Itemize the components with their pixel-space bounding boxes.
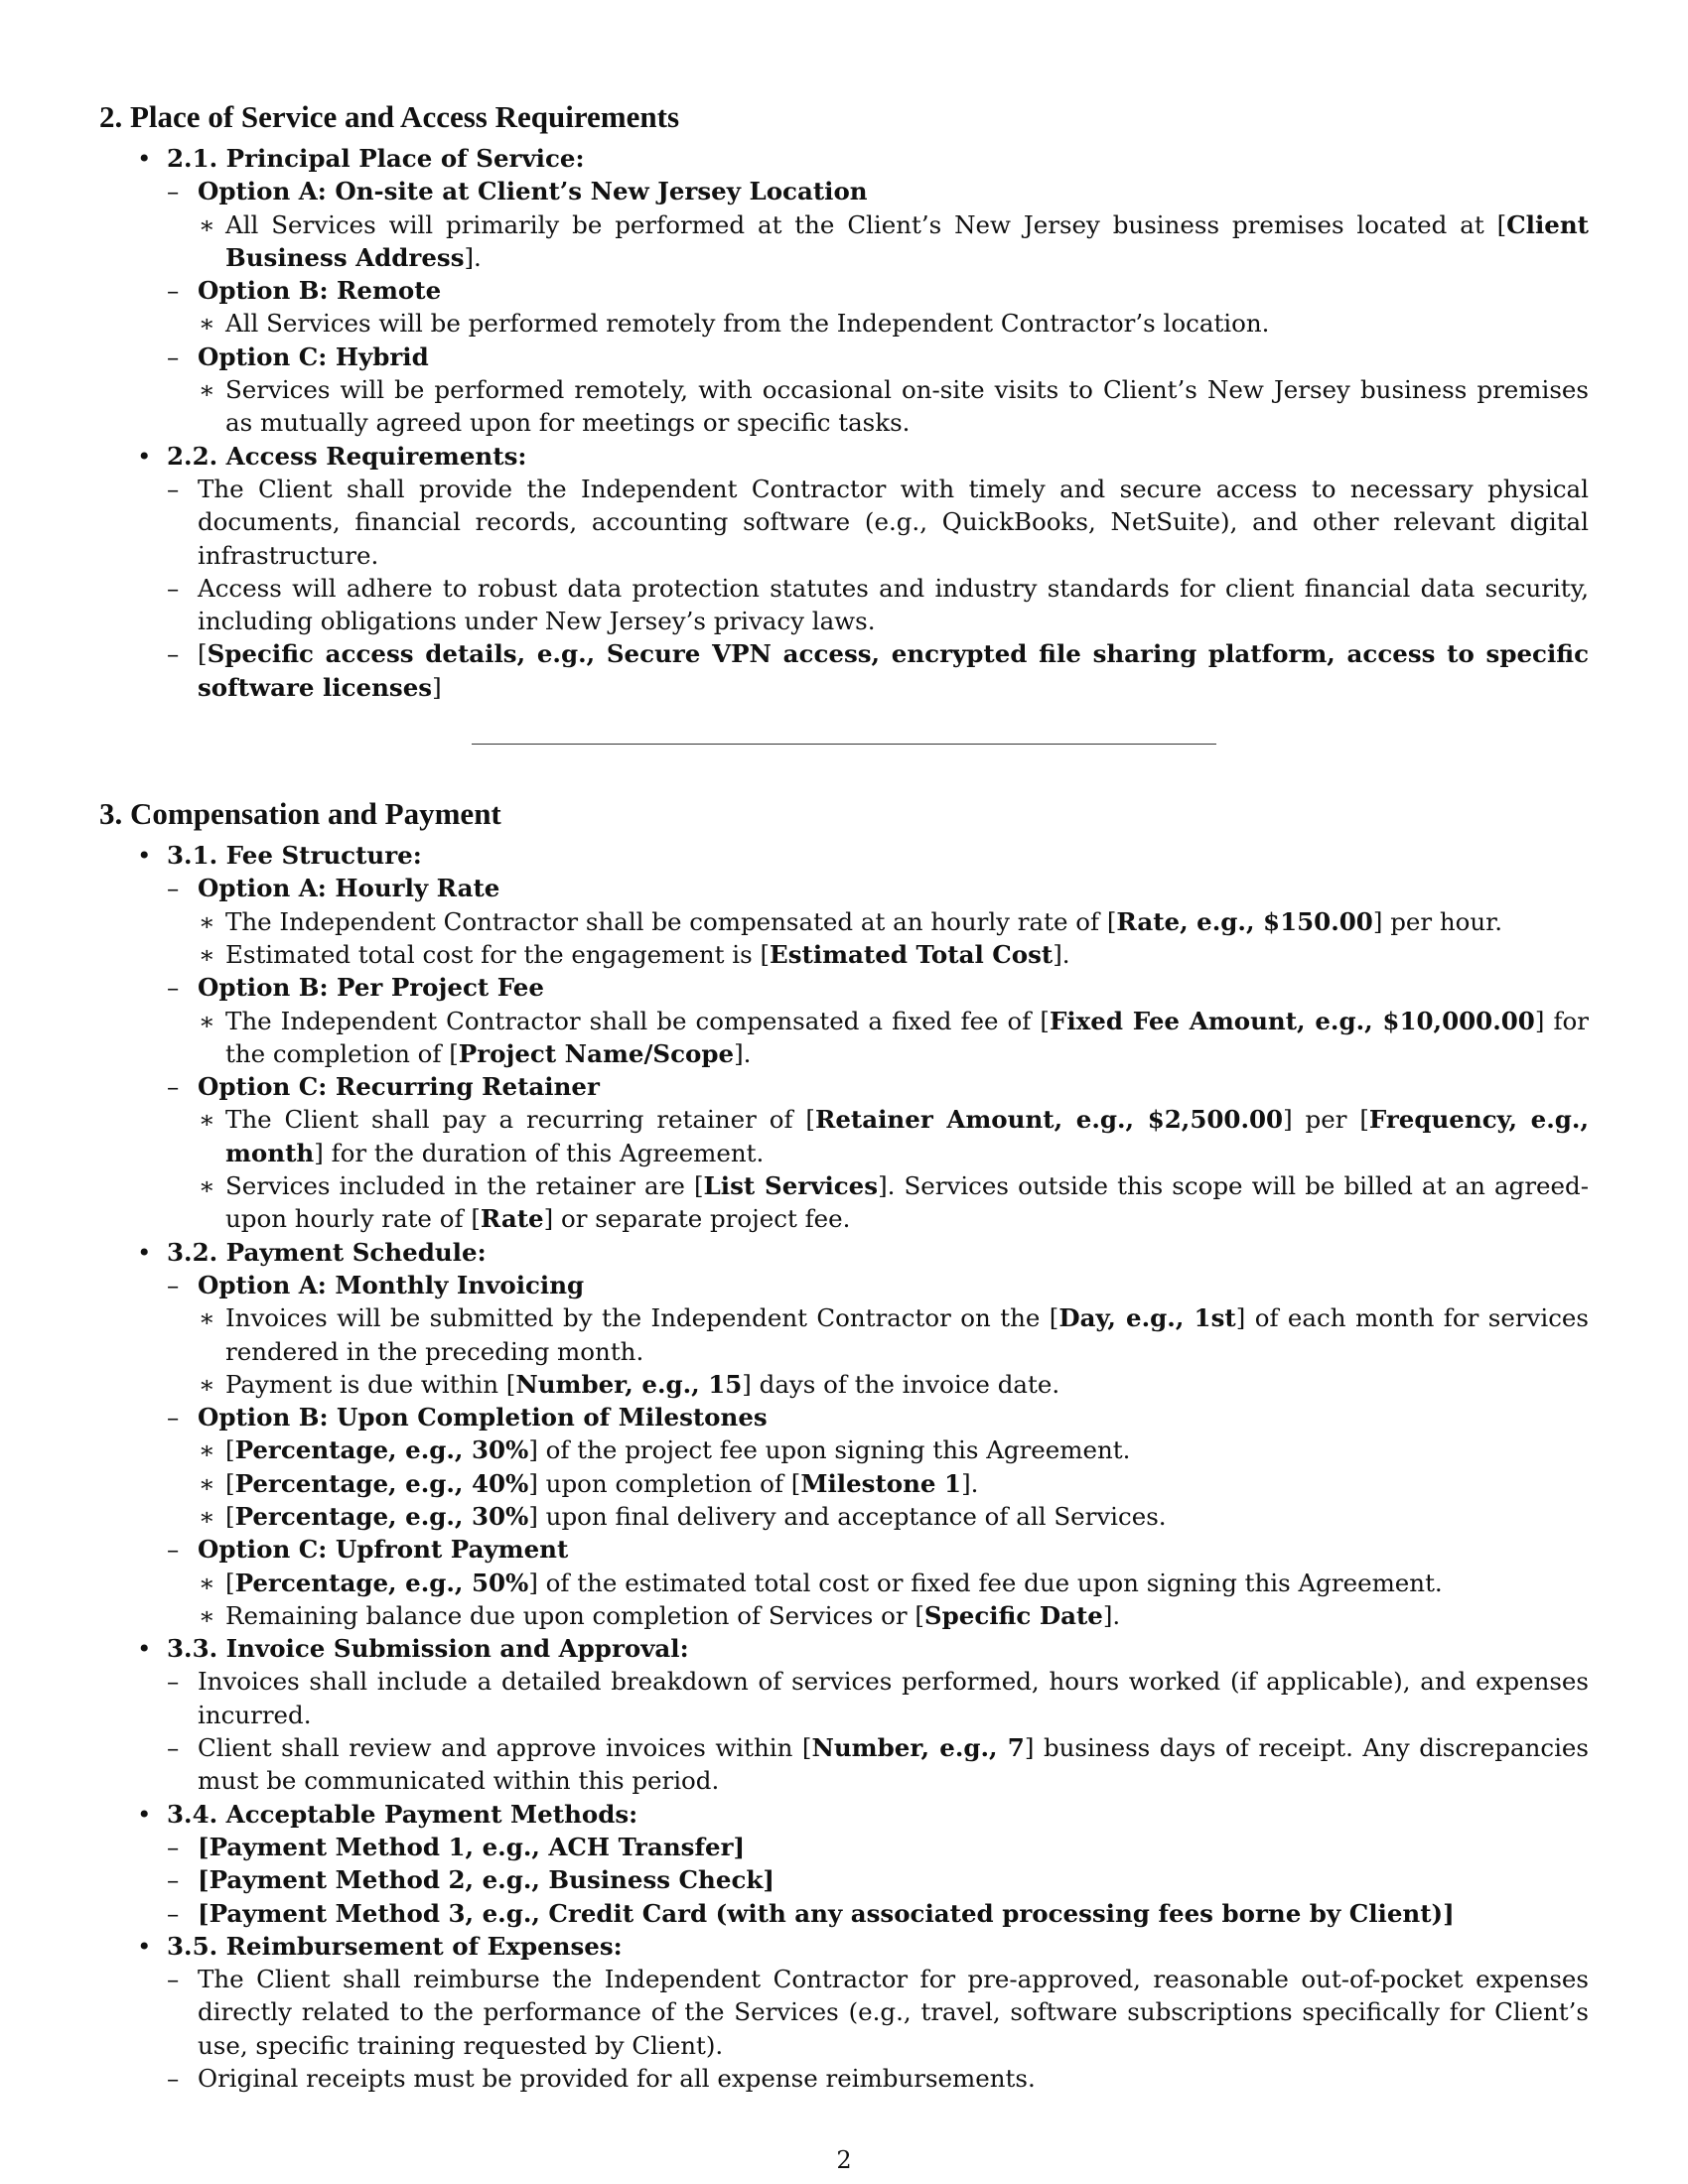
list-item: – [Specific access details, e.g., Secure VPN access, encrypted file sharing platform, access to specific software licenses] bbox=[167, 637, 1589, 704]
item-2-2 bbox=[99, 440, 1589, 704]
section-3-list bbox=[99, 839, 1589, 2095]
section-divider bbox=[472, 744, 1216, 745]
page-number: 2 bbox=[836, 2146, 852, 2174]
list-item: ∗ Payment is due within [Number, e.g., 15] days of the invoice date. bbox=[198, 1368, 1589, 1401]
list-item: ∗ Remaining balance due upon completion of Services or [Specific Date]. bbox=[198, 1599, 1589, 1632]
section-2-list bbox=[99, 142, 1589, 704]
item-2-1-heading: 2.1. Principal Place of Service: bbox=[167, 144, 585, 173]
list-item: ∗ [Percentage, e.g., 30%] of the project fee upon signing this Agreement. bbox=[198, 1433, 1589, 1466]
section-3-title: 3. Compensation and Payment bbox=[99, 796, 501, 832]
option-3-2-b: – Option B: Upon Completion of Milestones ∗ [Percentage, e.g., 30%] of the project fee upon signing this Agreement. ∗ [Percentage, e.g., 40%] upon completion of [Milestone 1]. ∗ [Percentage, e.g., 30%] upon final delivery and acceptance of all Services. bbox=[167, 1401, 1589, 1533]
list-item: ∗ [Percentage, e.g., 30%] upon final delivery and acceptance of all Services. bbox=[198, 1500, 1589, 1533]
list-item: – The Client shall reimburse the Independent Contractor for pre-approved, reasonable out-of-pocket expenses directly related to the performance of the Services (e.g., travel, software subscriptions specifically for Client’s use, specific training requested by Client). bbox=[167, 1963, 1589, 2062]
list-item: ∗ Estimated total cost for the engagement is [Estimated Total Cost]. bbox=[198, 938, 1589, 971]
option-3-1-b: – Option B: Per Project Fee ∗ The Independent Contractor shall be compensated a fixed fee of [Fixed Fee Amount, e.g., $10,000.00] for the completion of [Project Name/Scope]. bbox=[167, 971, 1589, 1070]
item-3-1-heading: 3.1. Fee Structure: bbox=[167, 841, 422, 871]
item-3-3-heading: 3.3. Invoice Submission and Approval: bbox=[167, 1634, 689, 1664]
list-item: ∗ All Services will primarily be performed at the Client’s New Jersey business premises located at [Client Business Address]. bbox=[198, 208, 1589, 275]
section-2 bbox=[99, 92, 1589, 704]
section-3 bbox=[99, 789, 1589, 2095]
list-item: – [Payment Method 3, e.g., Credit Card (with any associated processing fees borne by Client)] bbox=[167, 1897, 1589, 1930]
option-3-2-a: – Option A: Monthly Invoicing ∗ Invoices will be submitted by the Independent Contractor on the [Day, e.g., 1st] of each month for services rendered in the preceding month. ∗ Payment is due within [Number, e.g., 15] days of the invoice date. bbox=[167, 1269, 1589, 1401]
list-item: ∗ Services included in the retainer are [List Services]. Services outside this scope will be billed at an agreed-upon hourly rate of [Rate] or separate project fee. bbox=[198, 1169, 1589, 1236]
list-item: ∗ [Percentage, e.g., 50%] of the estimated total cost or fixed fee due upon signing this Agreement. bbox=[198, 1567, 1589, 1599]
item-3-5-heading: 3.5. Reimbursement of Expenses: bbox=[167, 1931, 623, 1961]
section-2-title: 2. Place of Service and Access Requirements bbox=[99, 99, 680, 134]
option-2-1-b: – Option B: Remote ∗ All Services will be performed remotely from the Independent Contractor’s location. bbox=[167, 274, 1589, 341]
document-page bbox=[99, 92, 1589, 2095]
list-item: ∗ [Percentage, e.g., 40%] upon completion of [Milestone 1]. bbox=[198, 1467, 1589, 1500]
list-item: – Client shall review and approve invoices within [Number, e.g., 7] business days of receipt. Any discrepancies must be communicated within this period. bbox=[167, 1731, 1589, 1798]
item-3-1 bbox=[99, 839, 1589, 1236]
list-item: – The Client shall provide the Independent Contractor with timely and secure access to necessary physical documents, financial records, accounting software (e.g., QuickBooks, NetSuite), and other relevant digital infrastructure. bbox=[167, 473, 1589, 572]
list-item: – Access will adhere to robust data protection statutes and industry standards for client financial data security, including obligations under New Jersey’s privacy laws. bbox=[167, 572, 1589, 638]
option-2-1-c: – Option C: Hybrid ∗ Services will be performed remotely, with occasional on-site visits to Client’s New Jersey business premises as mutually agreed upon for meetings or specific tasks. bbox=[167, 341, 1589, 440]
item-2-2-heading: 2.2. Access Requirements: bbox=[167, 441, 527, 471]
list-item: – [Payment Method 2, e.g., Business Check] bbox=[167, 1863, 1589, 1896]
item-3-4-heading: 3.4. Acceptable Payment Methods: bbox=[167, 1799, 638, 1829]
list-item: ∗ The Independent Contractor shall be compensated a fixed fee of [Fixed Fee Amount, e.g., $10,000.00] for the completion of [Project Name/Scope]. bbox=[198, 1005, 1589, 1071]
item-3-3 bbox=[99, 1632, 1589, 1797]
list-item: – Invoices shall include a detailed breakdown of services performed, hours worked (if applicable), and expenses incurred. bbox=[167, 1665, 1589, 1731]
option-3-1-c: – Option C: Recurring Retainer ∗ The Client shall pay a recurring retainer of [Retainer Amount, e.g., $2,500.00] per [Frequency, e.g., month] for the duration of this Agreement. ∗ Services included in the retainer are [List Services]. Services outside this scope will be billed at an agreed-upon hourly rate of [Rate] or separate project fee. bbox=[167, 1070, 1589, 1235]
list-item: ∗ Invoices will be submitted by the Independent Contractor on the [Day, e.g., 1st] of each month for services rendered in the preceding month. bbox=[198, 1301, 1589, 1368]
list-item: ∗ The Client shall pay a recurring retainer of [Retainer Amount, e.g., $2,500.00] per [Frequency, e.g., month] for the duration of this Agreement. bbox=[198, 1103, 1589, 1169]
list-item: ∗ The Independent Contractor shall be compensated at an hourly rate of [Rate, e.g., $150.00] per hour. bbox=[198, 905, 1589, 938]
option-3-1-a: – Option A: Hourly Rate ∗ The Independent Contractor shall be compensated at an hourly rate of [Rate, e.g., $150.00] per hour. ∗ Estimated total cost for the engagement is [Estimated Total Cost]. bbox=[167, 872, 1589, 971]
item-3-2-heading: 3.2. Payment Schedule: bbox=[167, 1237, 487, 1267]
list-item: – Original receipts must be provided for all expense reimbursements. bbox=[167, 2062, 1589, 2095]
list-item: – [Payment Method 1, e.g., ACH Transfer] bbox=[167, 1831, 1589, 1863]
list-item: ∗ All Services will be performed remotely from the Independent Contractor’s location. bbox=[198, 307, 1589, 340]
item-2-1 bbox=[99, 142, 1589, 440]
list-item: ∗ Services will be performed remotely, with occasional on-site visits to Client’s New Jersey business premises as mutually agreed upon for meetings or specific tasks. bbox=[198, 373, 1589, 440]
option-3-2-c: – Option C: Upfront Payment ∗ [Percentage, e.g., 50%] of the estimated total cost or fixed fee due upon signing this Agreement. ∗ Remaining balance due upon completion of Services or [Specific Date]. bbox=[167, 1533, 1589, 1632]
item-3-5 bbox=[99, 1930, 1589, 2095]
item-3-4 bbox=[99, 1798, 1589, 1930]
option-2-1-a: – Option A: On-site at Client’s New Jersey Location ∗ All Services will primarily be performed at the Client’s New Jersey business premises located at [Client Business Address]. bbox=[167, 175, 1589, 274]
item-3-2 bbox=[99, 1236, 1589, 1633]
